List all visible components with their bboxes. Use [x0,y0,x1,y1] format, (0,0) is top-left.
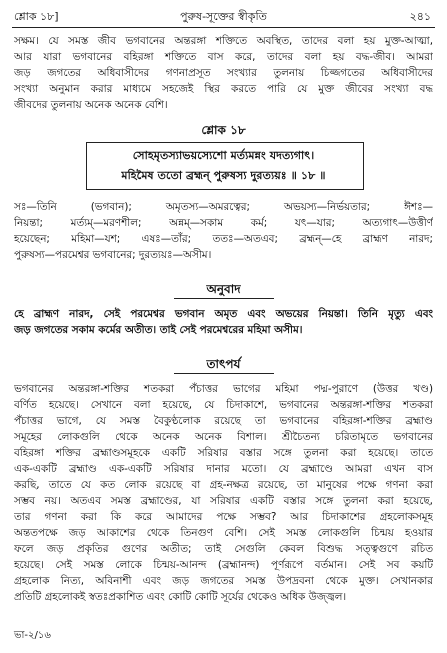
purport-line: প্রতিটি গ্রহলোকই স্বতঃপ্রকাশিত এবং কোটি কোটি সূর্যের থেকেও অধিক উজ্জ্বল। [14,591,347,603]
purport-heading-rule [174,373,274,374]
purport-line: পঁচাত্তর ভাগে, যে সমস্ত বৈকুণ্ঠলোক রয়েছে তা ভগবানের বহিরঙ্গা-শক্তির ব্রহ্মাণ্ড [14,415,433,427]
header-page-number: ২৪১ [409,10,431,23]
purport-line: বর্ণিত হয়েছে। সেখানে বলা হয়েছে, যে চিদাকাশে, ভগবানের অন্তরঙ্গা-শক্তির শতকরা [14,399,433,411]
purport-line: এক-একটি ব্রহ্মাণ্ড এক-একটি সরিষার দানার মতো। যে ব্রহ্মাণ্ডে আমরা এখন বাস [14,463,433,475]
purport-heading: তাৎপর্য [206,357,241,371]
purport-line: গ্রহলোক নিত্য, অবিনাশী এবং জড় জগতের সমস্ত উপদ্রবনা থেকে মুক্ত। সেখানকার [14,575,433,587]
footer-signature: ভা-২/১৬ [14,630,51,641]
purport-line: সমূহের লোকগুলি থেকে অনেক অনেক বিশাল। শ্রীচৈতন্য চরিতামৃতে ভগবানের [14,431,433,443]
intro-line: সংখ্যা অনুমান করার মাধ্যমে সহজেই স্থির করতে পারি যে মুক্ত জীবের সংখ্যা বদ্ধ [14,83,433,95]
purport-line: হয়েছে। সেই সমস্ত লোকে চিন্ময়-আনন্দ (ব্রহ্মানন্দ) পূর্ণরূপে বর্তমান। সেই সব কয়টি [14,559,433,571]
purport-line: ফলে জড় প্রকৃতির গুণের অতীত; তাই সেগুলি কেবল বিশুদ্ধ সত্ত্বগুণে রচিত [14,543,433,555]
purport-line: তার গণনা করা কি করে আমাদের পক্ষে সম্ভব? আর চিদাকাশের গ্রহলোকসমূহ [14,511,433,523]
intro-line: আর যারা ভগবানের বহিরঙ্গা শক্তিতে বাস করে, তাদের বলা হয় বদ্ধ-জীব। আমরা [14,51,433,63]
verse-line: মহিমৈষ ততো ব্রহ্মন্ পুরুষস্য দুরত্যয়ঃ ॥ ১৮ ॥ [121,169,326,182]
purport-line: করছি, তাতে যে কত লোক রয়েছে বা গ্রহ-নক্ষত্র রয়েছে, তা মানুষের পক্ষে গণনা করা [14,479,433,491]
purport-line: সম্ভব নয়। অতএব সমস্ত ব্রহ্মাণ্ডের, যা সরিষার একটি বস্তার সঙ্গে তুলনা করা হয়েছে, [14,495,433,507]
running-header [0,0,447,30]
translation-heading-rule [174,298,274,299]
synonym-line: পুরুষস্য—পরমেশ্বর ভগবানের; দুরত্যয়ঃ—অসীম। [14,249,212,261]
intro-line: সক্ষম। যে সমস্ত জীব ভগবানের অন্তরঙ্গা শক্তিতে অবস্থিত, তাদের বলা হয় মুক্ত-আত্মা, [14,35,433,47]
synonym-line: নিয়ন্তা; মর্ত্যম্—মরণশীল; অন্নম্—সকাম কর্ম; যৎ—যার; অত্যগাৎ—উত্তীর্ণ [14,217,433,229]
intro-line: জড় জগতের অধিবাসীদের গণনাপ্রসূত সংখ্যার তুলনায় চিজ্জগতের অধিবাসীদের [14,67,433,79]
verse-heading: শ্লোক ১৮ [201,123,246,137]
translation-line: হে ব্রাহ্মণ নারদ, সেই পরমেশ্বর ভগবান অমৃত এবং অভয়ের নিয়ন্তা। তিনি মৃত্যু এবং [14,308,433,320]
intro-line: জীবদের তুলনায় অনেক অনেক বেশি। [14,99,168,111]
translation-line: জড় জগতের সকাম কর্মের অতীত। তাই সেই পরমেশ্বরের মহিমা অসীম। [14,324,303,336]
header-rule [12,27,435,28]
header-verse-ref: শ্লোক ১৮] [14,10,59,23]
translation-heading: অনুবাদ [206,282,241,296]
purport-line: ভগবানের অন্তরঙ্গা-শক্তির শতকরা পঁচাত্তর ভাগের মহিমা পদ্ম-পুরাণে (উত্তর খণ্ড) [14,383,433,395]
purport-line: অন্ততপক্ষে জড় আকাশের থেকে তিনগুণ বেশি। সেই সমস্ত লোকগুলি চিন্ময় হওয়ার [14,527,433,539]
synonym-line: সঃ—তিনি (ভগবান); অমৃতস্য—অমরত্বের; অভয়স্য—নির্ভয়তার; ঈশঃ— [14,201,433,213]
header-chapter-title: পুরুষ-সূক্তের স্বীকৃতি [180,10,267,23]
purport-line: বহিরঙ্গা শক্তির ব্রহ্মাণ্ডসমূহকে একটি সরিষার বস্তার সঙ্গে তুলনা করা হয়েছে। তাতে [14,447,433,459]
synonym-line: হয়েছেন; মহিমা—যশ; এষঃ—তাঁর; ততঃ—অতএব; ব্রহ্মন্—হে ব্রাহ্মণ নারদ; [14,233,433,245]
verse-line: সোহমৃতস্যাভয়স্যেশো মর্ত্যমন্নং যদত্যগাৎ। [132,149,315,162]
